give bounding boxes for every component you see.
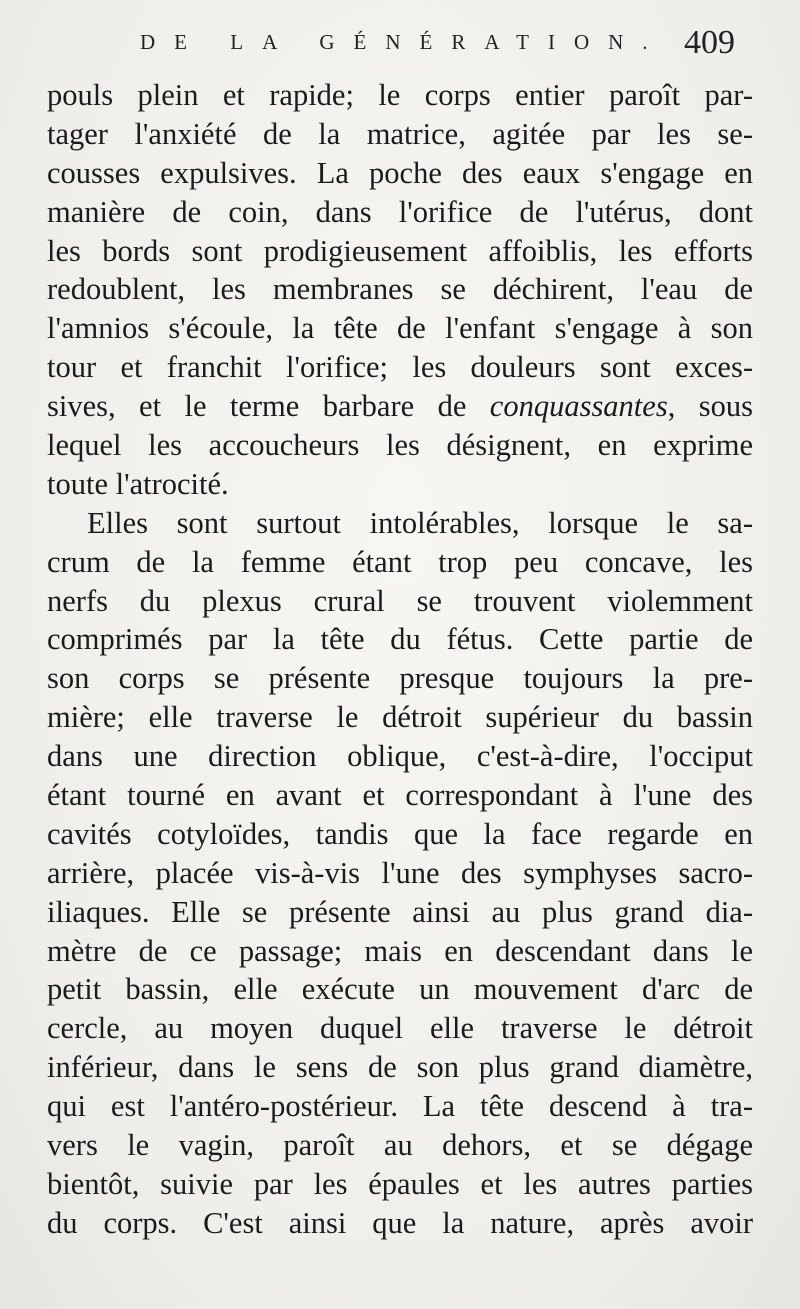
text-line-with-italic <box>47 387 753 426</box>
text-line: petit bassin, elle exécute un mouvement d'arc de <box>47 972 753 1007</box>
text-line: comprimés par la tête du fétus. Cette partie de <box>47 622 753 657</box>
text-line: tager l'anxiété de la matrice, agitée par les se- <box>47 116 753 151</box>
text-line: cercle, au moyen duquel elle traverse le détroit <box>47 1011 753 1046</box>
text-line: inférieur, dans le sens de son plus grand diamètre, <box>47 1050 753 1085</box>
text-line: étant tourné en avant et correspondant à l'une des <box>47 778 753 813</box>
line-end: , sous <box>667 389 753 424</box>
line-start: sives, et le terme barbare de <box>47 389 490 424</box>
paragraph-first-line: Elles sont surtout intolérables, lorsque le sa- <box>87 505 753 540</box>
text-line: les bords sont prodigieusement affoiblis, les efforts <box>47 233 753 268</box>
text-line: du corps. C'est ainsi que la nature, après avoir <box>47 1205 753 1240</box>
text-line: cavités cotyloïdes, tandis que la face regarde en <box>47 816 753 851</box>
body-text <box>47 76 753 1243</box>
page-number: 409 <box>684 24 735 61</box>
text-line: dans une direction oblique, c'est-à-dire, l'occiput <box>47 739 753 774</box>
text-line: tour et franchit l'orifice; les douleurs sont exces- <box>47 350 753 385</box>
text-line: mètre de ce passage; mais en descendant dans le <box>47 933 753 968</box>
text-line: arrière, placée vis-à-vis l'une des symphyses sacro- <box>47 855 753 890</box>
text-line: pouls plein et rapide; le corps entier paroît par- <box>47 78 753 112</box>
paragraph-last-line: toute l'atrocité. <box>47 466 229 501</box>
text-line: nerfs du plexus crural se trouvent violemment <box>47 583 753 618</box>
text-line: manière de coin, dans l'orifice de l'utérus, dont <box>47 194 753 229</box>
text-line: cousses expulsives. La poche des eaux s'engage en <box>47 155 753 190</box>
text-line: son corps se présente presque toujours la pre- <box>47 661 753 696</box>
text-line: mière; elle traverse le détroit supérieur du bassin <box>47 700 753 735</box>
text-line: qui est l'antéro-postérieur. La tête descend à tra- <box>47 1089 753 1124</box>
text-line: vers le vagin, paroît au dehors, et se dégage <box>47 1128 753 1163</box>
text-line: crum de la femme étant trop peu concave, les <box>47 544 753 579</box>
running-head: DE LA GÉNÉRATION. <box>140 30 667 54</box>
text-line: iliaques. Elle se présente ainsi au plus grand dia- <box>47 894 753 929</box>
text-line: redoublent, les membranes se déchirent, l'eau de <box>47 272 753 307</box>
italic-term: conquassantes <box>489 389 668 424</box>
text-line: bientôt, suivie par les épaules et les autres parties <box>47 1166 753 1201</box>
text-line: l'amnios s'écoule, la tête de l'enfant s'engage à son <box>47 311 753 346</box>
text-line: lequel les accoucheurs les désignent, en exprime <box>47 428 753 463</box>
